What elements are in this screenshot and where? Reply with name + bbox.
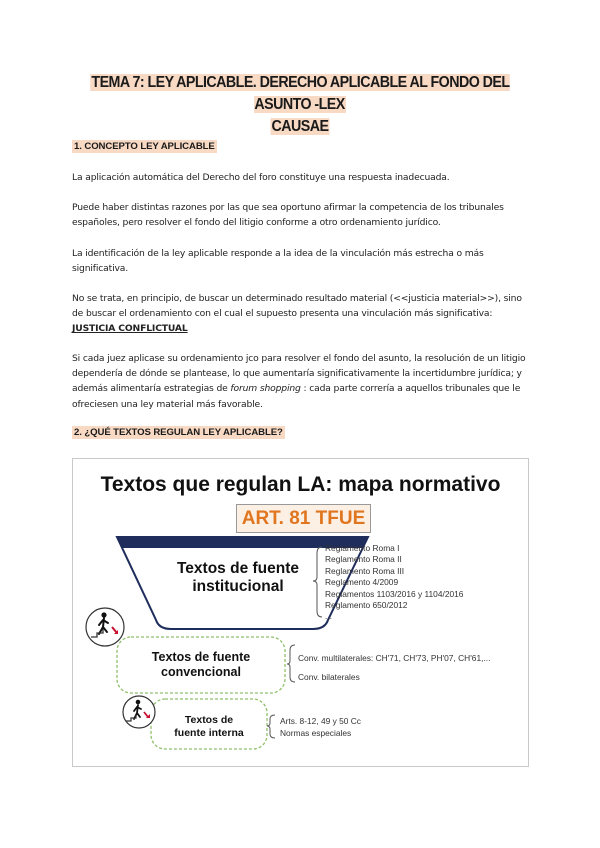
art-81-tfue-box: ART. 81 TFUE [236, 504, 371, 533]
justicia-conflictual-emphasis: JUSTICIA CONFLICTUAL [72, 323, 188, 335]
tier1-label: Textos de fuente institucional [176, 560, 299, 595]
list-item: Reglamento Roma I [325, 543, 400, 553]
list-item: Reglamento 650/2012 [325, 600, 408, 611]
list-item: Arts. 8-12, 49 y 50 Cc [280, 716, 361, 726]
list-item: Reglamento Roma II [325, 554, 402, 565]
tier3-items [280, 715, 361, 739]
figure-title: Textos que regulan LA: mapa normativo [100, 473, 501, 496]
forum-shopping-term: forum shopping [230, 383, 301, 395]
section-heading-textos: 2. ¿QUÉ TEXTOS REGULAN LEY APLICABLE? [74, 427, 283, 438]
stair-walker-icon [86, 608, 124, 646]
document-title-line1: TEMA 7: LEY APLICABLE. DERECHO APLICABLE AL FONDO DEL ASUNTO -LEX [91, 74, 510, 113]
tier2-items [298, 649, 490, 687]
tier3-brace [267, 715, 275, 738]
tier1-items [325, 543, 463, 623]
paragraph-2: Puede haber distintas razones por las que sea oportuno afirmar la competencia de los tribunales españoles, pero resolver el fondo del litigio conforme a otro ordenamiento jurídico. [72, 202, 504, 229]
document-title [79, 72, 521, 138]
document-title-line2: CAUSAE [271, 118, 329, 135]
tier3-label: Textos de fuente interna [174, 714, 244, 739]
stair-walker-icon [123, 696, 155, 728]
list-item: Conv. bilaterales [298, 672, 360, 682]
list-item: Reglamentos 1103/2016 y 1104/2016 [325, 588, 464, 599]
paragraph-3: La identificación de la ley aplicable responde a la idea de la vinculación más estrecha o más significativa. [72, 248, 484, 275]
paragraph-5: Si cada juez aplicase su ordenamiento jco para resolver el fondo del asunto, la resolución de un litigio dependería de dónde se plantease, lo que aumentaría significativamente la incertidumbre jurídica; y además alimentaría estrategias de forum shopping : cada parte correría a aquellos tribunales que le ofreciesen una ley material más favorable. [72, 353, 526, 410]
list-item: Normas especiales [280, 728, 352, 738]
paragraph-4: No se trata, en principio, de buscar un determinado resultado material (<<justicia material>>), sino de buscar el ordenamiento con el cual el supuesto presenta una vinculación más significativa: JUSTICIA CONFLICTUAL [72, 293, 522, 335]
paragraph-1: La aplicación automática del Derecho del foro constituye una respuesta inadecuada. [72, 172, 450, 183]
list-item: Reglamento 4/2009 [325, 577, 399, 588]
tier2-label: Textos de fuente convencional [151, 650, 251, 679]
list-item: ... [325, 611, 332, 622]
section-heading-concepto: 1. CONCEPTO LEY APLICABLE [74, 141, 215, 152]
normative-map-figure [72, 458, 529, 767]
tier2-brace [287, 645, 295, 682]
list-item: Reglamento Roma III [325, 565, 405, 576]
list-item: Conv. multilaterales: CH'71, CH'73, PH'07, CH'61,... [298, 653, 491, 663]
